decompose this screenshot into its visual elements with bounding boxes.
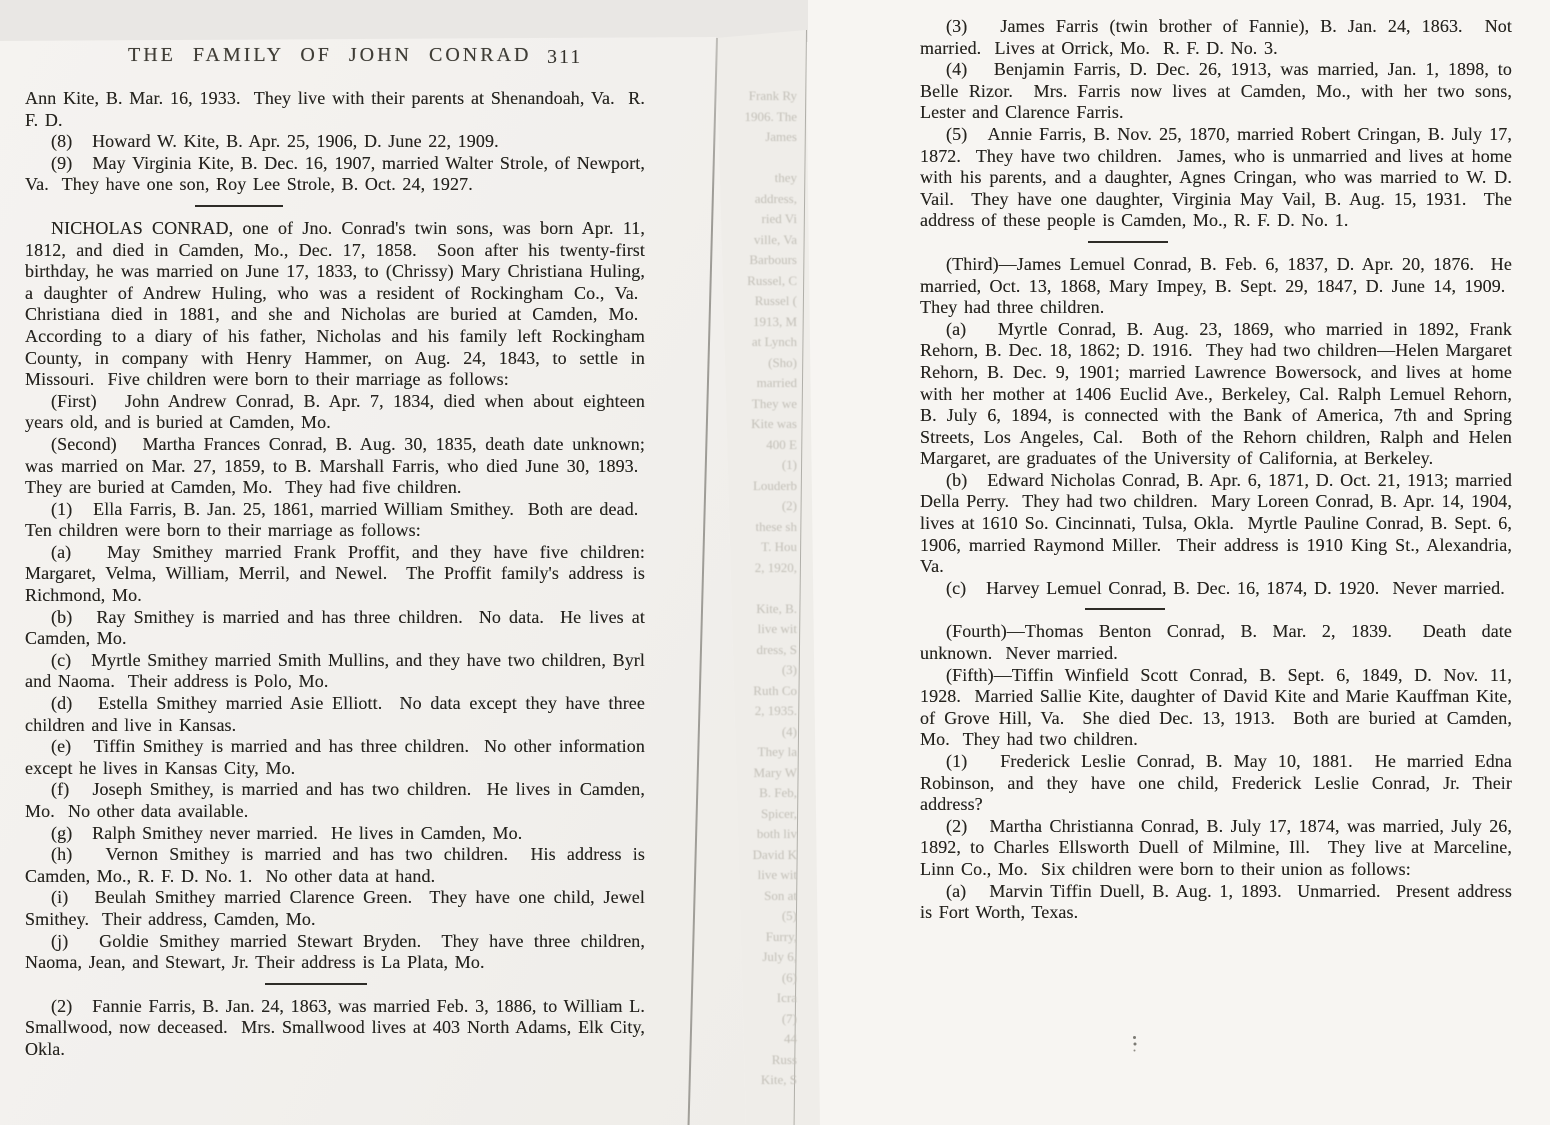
paragraph: (j) Goldie Smithey married Stewart Bryden. They have three children, Naoma, Jean, and Stewart, Jr. Their address is La Plata, Mo. bbox=[25, 930, 645, 973]
paragraph: (h) Vernon Smithey is married and has two children. His address is Camden, Mo., R. F. D. No. 1. No other data at hand. bbox=[25, 844, 645, 886]
ghost-text-fragment: B. Feb, bbox=[759, 785, 797, 800]
ghost-text-fragment: (1) bbox=[781, 457, 797, 472]
paragraph: (c) Harvey Lemuel Conrad, B. Dec. 16, 1874, D. 1920. Never married. bbox=[946, 577, 1505, 598]
paragraph: (Fourth)—Thomas Benton Conrad, B. Mar. 2, 1839. Death date unknown. Never married. bbox=[920, 621, 1512, 664]
ghost-text-fragment: Icra bbox=[776, 990, 797, 1005]
ghost-text-fragment: (5) bbox=[781, 908, 797, 923]
ghost-text-fragment: They la bbox=[757, 744, 797, 759]
ghost-text-fragment bbox=[719, 148, 797, 169]
ghost-text-fragment: Son at bbox=[764, 887, 797, 903]
ghost-text-fragment: address, bbox=[754, 190, 797, 206]
ghost-text-fragment bbox=[719, 578, 797, 599]
ghost-text-fragment: Barbours bbox=[749, 252, 797, 267]
ghost-text-fragment: Kite, B. bbox=[756, 600, 797, 616]
section-divider bbox=[1088, 241, 1168, 243]
ghost-text-fragment: Frank Ry bbox=[748, 88, 797, 103]
ghost-text-fragment: 400 E bbox=[766, 436, 797, 452]
paragraph: (1) Ella Farris, B. Jan. 25, 1861, married William Smithey. Both are dead. Ten children were born to their marriage as follows: bbox=[25, 498, 645, 541]
ghost-text-fragment: Russel, C bbox=[747, 272, 797, 288]
section-divider bbox=[1085, 608, 1165, 610]
paragraph: (5) Annie Farris, B. Nov. 25, 1870, married Robert Cringan, B. July 17, 1872. They have two children. James, who is unmarried and lives at home with his parents, and a daughter, Agnes Cringan, who was married to W. D. Vail. They have one daughter, Virginia May Vail, B. Aug. 15, 1931. The address of these people is Camden, Mo., R. F. D. No. 1. bbox=[920, 123, 1512, 231]
ghost-text-fragment: 44 bbox=[784, 1031, 797, 1046]
ghost-text-fragment: Louderb bbox=[752, 477, 797, 493]
ghost-text-fragment: Russ bbox=[771, 1051, 797, 1067]
ghost-text-fragment: dress, S bbox=[756, 641, 797, 657]
ghost-text-fragment: 2, 1935. bbox=[754, 703, 797, 718]
ghost-text-fragment: live wit bbox=[757, 621, 797, 636]
paragraph: (g) Ralph Smithey never married. He lives in Camden, Mo. bbox=[51, 822, 523, 843]
paragraph: (4) Benjamin Farris, D. Dec. 26, 1913, was married, Jan. 1, 1898, to Belle Rizor. Mrs. Farris now lives at Camden, Mo., with her two sons, Lester and Clarence Farris. bbox=[920, 59, 1512, 123]
ghost-text-fragment: they bbox=[774, 170, 797, 185]
ink-smudge-artifact bbox=[1133, 1036, 1136, 1039]
paragraph: (f) Joseph Smithey, is married and has two children. He lives in Camden, Mo. No other data available. bbox=[25, 779, 645, 821]
paragraph: (a) Marvin Tiffin Duell, B. Aug. 1, 1893. Unmarried. Present address is Fort Worth, Texas. bbox=[920, 880, 1512, 923]
ghost-text-fragment: ried Vi bbox=[761, 211, 797, 226]
ghost-text-fragment: (3) bbox=[781, 662, 797, 677]
ghost-text-fragment: James bbox=[765, 129, 797, 144]
paragraph: (1) Frederick Leslie Conrad, B. May 10, 1881. He married Edna Robinson, and they have one child, Frederick Leslie Conrad, Jr. Their address? bbox=[920, 751, 1512, 815]
ghost-text-fragment: Kite was bbox=[751, 416, 797, 431]
paragraph: (Fifth)—Tiffin Winfield Scott Conrad, B. Sept. 6, 1849, D. Nov. 11, 1928. Married Sallie Kite, daughter of David Kite and Marie Kauffman Kite, of Grove Hill, Va. She died Dec. 13, 1913. Both are buried at Camden, Mo. They had two children. bbox=[920, 664, 1512, 750]
ghost-text-fragment: live wit bbox=[757, 867, 797, 882]
ghost-text-fragment: 1913, M bbox=[752, 313, 797, 329]
section-divider bbox=[195, 205, 283, 207]
page-number: 311 bbox=[547, 46, 583, 68]
paragraph: (2) Fannie Farris, B. Jan. 24, 1863, was married Feb. 3, 1886, to William L. Smallwood, now deceased. Mrs. Smallwood lives at 403 North Adams, Elk City, Okla. bbox=[25, 995, 645, 1059]
section-divider bbox=[265, 983, 367, 985]
ghost-text-fragment: at Lynch bbox=[751, 334, 797, 349]
paragraph: (b) Ray Smithey is married and has three children. No data. He lives at Camden, Mo. bbox=[25, 606, 645, 649]
ghost-text-fragment: 1906. The bbox=[744, 108, 797, 124]
ghost-text-fragment: (4) bbox=[781, 723, 797, 739]
ghost-text-fragment: 2, 1920, bbox=[754, 559, 797, 575]
ghost-text-fragment: married bbox=[756, 375, 797, 390]
ghost-text-fragment: both liv bbox=[756, 826, 797, 841]
ghost-text-fragment: (Sho) bbox=[768, 354, 797, 370]
ghost-text-fragment: (7) bbox=[781, 1010, 797, 1026]
ghost-text-fragment: Furry, bbox=[765, 928, 797, 944]
paragraph: (d) Estella Smithey married Asie Elliott. No data except they have three children and live in Kansas. bbox=[25, 693, 645, 735]
ghost-text-fragment: July 6, bbox=[762, 949, 797, 964]
paragraph: (e) Tiffin Smithey is married and has three children. No other information except he lives in Kansas City, Mo. bbox=[25, 736, 645, 778]
ghost-text-fragment: Kite, S bbox=[760, 1072, 797, 1087]
paragraph: (b) Edward Nicholas Conrad, B. Apr. 6, 1871, D. Oct. 21, 1913; married Della Perry. They had two children. Mary Loreen Conrad, B. Apr. 14, 1904, lives at 1610 So. Cincinnati, Tulsa, Okla. Myrtle Pauline Conrad, B. Sept. 6, 1906, married Raymond Miller. Their address is 1910 King St., Alexandria, Va. bbox=[920, 469, 1512, 577]
ghost-text-fragment: (2) bbox=[781, 498, 797, 513]
left-text-column bbox=[25, 88, 645, 1061]
paragraph: (c) Myrtle Smithey married Smith Mullins, and they have two children, Byrl and Naoma. Their address is Polo, Mo. bbox=[25, 649, 645, 692]
paragraph: (i) Beulah Smithey married Clarence Green. They have one child, Jewel Smithey. Their address, Camden, Mo. bbox=[25, 887, 645, 929]
ghost-text-fragment: (6) bbox=[781, 969, 797, 985]
paragraph: (3) James Farris (twin brother of Fannie), B. Jan. 24, 1863. Not married. Lives at Orrick, Mo. R. F. D. No. 3. bbox=[920, 16, 1512, 58]
paragraph: (a) Myrtle Conrad, B. Aug. 23, 1869, who married in 1892, Frank Rehorn, B. Dec. 18, 1862; D. 1916. They had two children—Helen Margaret Rehorn, B. Dec. 9, 1901; married Lawrence Bowersock, and lives at home with her mother at 1406 Euclid Ave., Berkeley, Cal. Ralph Lemuel Rehorn, B. July 6, 1894, is connected with the Bank of America, 7th and Spring Streets, Los Angeles, Cal. Both of the Rehorn children, Ralph and Helen Margaret, are graduates of the University of California, at Berkeley. bbox=[920, 318, 1512, 469]
ghost-text-fragment: Ruth Co bbox=[753, 682, 797, 698]
ghost-text-fragment: these sh bbox=[755, 518, 797, 534]
paragraph: (8) Howard W. Kite, B. Apr. 25, 1906, D. June 22, 1909. bbox=[51, 131, 499, 152]
ghost-text-fragment: ville, Va bbox=[753, 231, 797, 247]
scanner-background-band bbox=[0, 0, 808, 42]
ghost-text-fragment: T. Hou bbox=[761, 539, 797, 554]
right-text-column bbox=[920, 16, 1512, 924]
paragraph: (2) Martha Christianna Conrad, B. July 17, 1874, was married, July 26, 1892, to Charles Ellsworth Duell of Milmine, Ill. They live at Marceline, Linn Co., Mo. Six children were born to their union as follows: bbox=[920, 815, 1512, 879]
paragraph: (First) John Andrew Conrad, B. Apr. 7, 1834, died when about eighteen years old, and is buried at Camden, Mo. bbox=[25, 390, 645, 433]
ghost-text-fragment: Mary W bbox=[753, 764, 797, 780]
paragraph: (9) May Virginia Kite, B. Dec. 16, 1907, married Walter Strole, of Newport, Va. They have one son, Roy Lee Strole, B. Oct. 24, 1927. bbox=[25, 152, 645, 195]
paragraph: (a) May Smithey married Frank Proffit, and they have five children: Margaret, Velma, William, Merril, and Newel. The Proffit family's address is Richmond, Mo. bbox=[25, 541, 645, 606]
paragraph: NICHOLAS CONRAD, one of Jno. Conrad's twin sons, was born Apr. 11, 1812, and died in Camden, Mo., Dec. 17, 1858. Soon after his twenty-first birthday, he was married on June 17, 1833, to (Chrissy) Mary Christiana Huling, a daughter of Andrew Huling, who was a resident of Rockingham Co., Va. Christiana died in 1881, and she and Nicholas are buried at Camden, Mo. According to a diary of his father, Nicholas and his family left Rockingham County, in company with Henry Hammer, on Aug. 24, 1843, to settle in Missouri. Five children were born to their marriage as follows: bbox=[25, 217, 645, 390]
paragraph: (Third)—James Lemuel Conrad, B. Feb. 6, 1837, D. Apr. 20, 1876. He married, Oct. 13, 1868, Mary Impey, B. Sept. 29, 1847, D. June 14, 1909. They had three children. bbox=[920, 253, 1512, 318]
ghost-text-fragment: They we bbox=[751, 395, 797, 411]
paragraph: Ann Kite, B. Mar. 16, 1933. They live with their parents at Shenandoah, Va. R. F. D. bbox=[25, 88, 645, 130]
adjacent-page-ghost-text bbox=[719, 86, 805, 1091]
paragraph: (Second) Martha Frances Conrad, B. Aug. 30, 1835, death date unknown; was married on Mar. 27, 1859, to B. Marshall Farris, who died June 30, 1893. They are buried at Camden, Mo. They had five children. bbox=[25, 433, 645, 498]
ghost-text-fragment: David K bbox=[752, 846, 797, 862]
page-header-title: THE FAMILY OF JOHN CONRAD bbox=[128, 44, 532, 66]
ghost-text-fragment: Spicer, bbox=[761, 805, 797, 821]
ghost-text-fragment: Russel ( bbox=[754, 293, 797, 308]
